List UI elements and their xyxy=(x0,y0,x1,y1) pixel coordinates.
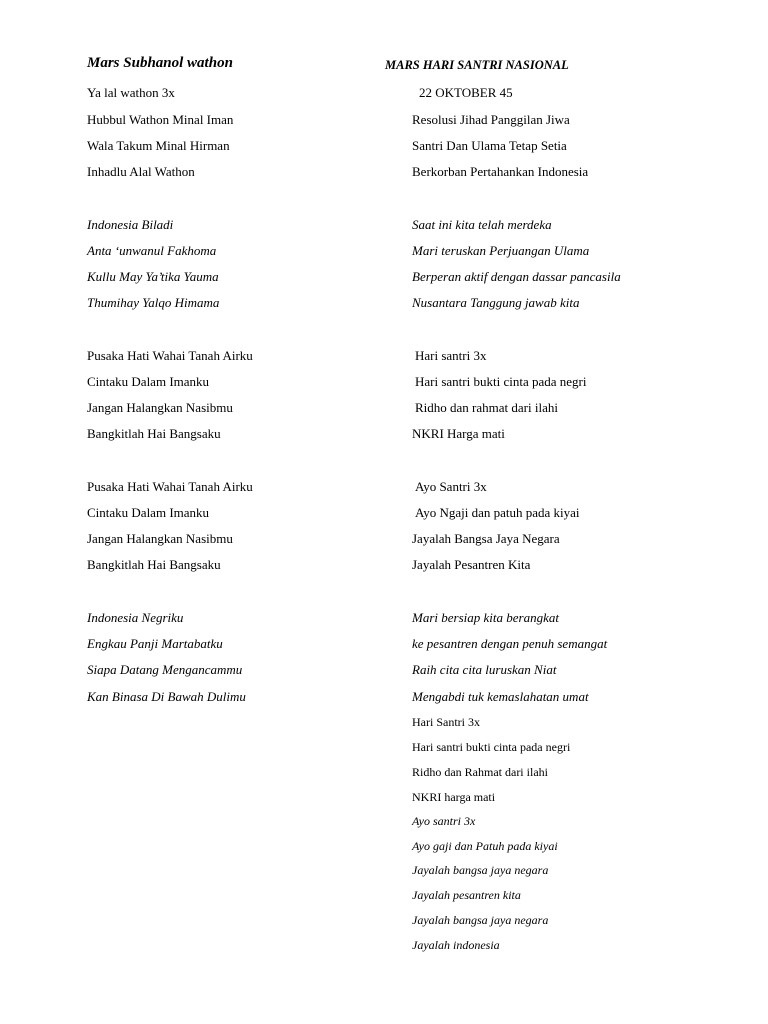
left-stanza-4-line-3: Jangan Halangkan Nasibmu xyxy=(87,531,233,546)
right-closing-line-7: Jayalah bangsa jaya negara xyxy=(412,863,549,877)
right-stanza-3-line-4: NKRI Harga mati xyxy=(412,426,505,441)
left-stanza-5-line-2: Engkau Panji Martabatku xyxy=(87,636,223,651)
right-stanza-2-line-1: Saat ini kita telah merdeka xyxy=(412,217,552,232)
right-stanza-1-line-4: Berkorban Pertahankan Indonesia xyxy=(412,164,589,179)
right-title: MARS HARI SANTRI NASIONAL xyxy=(385,58,569,72)
left-title: Mars Subhanol wathon xyxy=(87,55,233,71)
right-stanza-4-line-4: Jayalah Pesantren Kita xyxy=(412,557,531,572)
right-stanza-5-line-2: ke pesantren dengan penuh semangat xyxy=(412,636,608,651)
right-closing-line-6: Ayo gaji dan Patuh pada kiyai xyxy=(412,839,558,853)
right-closing-line-2: Hari santri bukti cinta pada negri xyxy=(412,740,571,754)
left-stanza-4-line-2: Cintaku Dalam Imanku xyxy=(87,505,210,520)
right-closing-line-4: NKRI harga mati xyxy=(412,790,496,804)
right-stanza-3-line-2: Hari santri bukti cinta pada negri xyxy=(415,374,587,389)
left-stanza-1-line-4: Inhadlu Alal Wathon xyxy=(87,164,195,179)
left-stanza-4-line-4: Bangkitlah Hai Bangsaku xyxy=(87,557,221,572)
right-stanza-4-line-1: Ayo Santri 3x xyxy=(415,479,487,494)
left-stanza-3-line-1: Pusaka Hati Wahai Tanah Airku xyxy=(87,348,253,363)
left-stanza-2-line-3: Kullu May Ya’tika Yauma xyxy=(87,269,219,284)
left-stanza-5-line-3: Siapa Datang Mengancammu xyxy=(87,662,243,677)
left-stanza-3-line-2: Cintaku Dalam Imanku xyxy=(87,374,210,389)
right-closing-line-8: Jayalah pesantren kita xyxy=(412,888,521,902)
right-closing-line-1: Hari Santri 3x xyxy=(412,715,480,729)
right-stanza-1-line-3: Santri Dan Ulama Tetap Setia xyxy=(412,138,567,153)
left-stanza-1-line-3: Wala Takum Minal Hirman xyxy=(87,138,230,153)
right-stanza-4-line-3: Jayalah Bangsa Jaya Negara xyxy=(412,531,560,546)
right-closing-line-10: Jayalah indonesia xyxy=(412,938,500,952)
right-stanza-1-line-2: Resolusi Jihad Panggilan Jiwa xyxy=(412,112,570,127)
left-stanza-4-line-1: Pusaka Hati Wahai Tanah Airku xyxy=(87,479,253,494)
right-stanza-5-line-3: Raih cita cita luruskan Niat xyxy=(412,662,557,677)
right-stanza-5-line-1: Mari bersiap kita berangkat xyxy=(412,610,559,625)
right-stanza-2-line-4: Nusantara Tanggung jawab kita xyxy=(412,295,580,310)
right-stanza-3-line-1: Hari santri 3x xyxy=(415,348,487,363)
left-stanza-1-line-1: Ya lal wathon 3x xyxy=(87,85,175,100)
left-stanza-2-line-1: Indonesia Biladi xyxy=(87,217,174,232)
right-stanza-2-line-2: Mari teruskan Perjuangan Ulama xyxy=(412,243,590,258)
right-closing-line-5: Ayo santri 3x xyxy=(412,814,476,828)
left-stanza-3-line-3: Jangan Halangkan Nasibmu xyxy=(87,400,233,415)
left-stanza-5-line-1: Indonesia Negriku xyxy=(87,610,184,625)
right-closing-line-3: Ridho dan Rahmat dari ilahi xyxy=(412,765,548,779)
right-stanza-4-line-2: Ayo Ngaji dan patuh pada kiyai xyxy=(415,505,580,520)
left-stanza-1-line-2: Hubbul Wathon Minal Iman xyxy=(87,112,234,127)
right-stanza-5-line-4: Mengabdi tuk kemaslahatan umat xyxy=(412,689,589,704)
right-stanza-2-line-3: Berperan aktif dengan dassar pancasila xyxy=(412,269,621,284)
right-stanza-3-line-3: Ridho dan rahmat dari ilahi xyxy=(415,400,558,415)
left-stanza-5-line-4: Kan Binasa Di Bawah Dulimu xyxy=(87,689,246,704)
left-stanza-3-line-4: Bangkitlah Hai Bangsaku xyxy=(87,426,221,441)
right-closing-line-9: Jayalah bangsa jaya negara xyxy=(412,913,549,927)
right-stanza-1-line-1: 22 OKTOBER 45 xyxy=(419,85,513,100)
left-stanza-2-line-4: Thumihay Yalqo Himama xyxy=(87,295,220,310)
left-stanza-2-line-2: Anta ‘unwanul Fakhoma xyxy=(87,243,217,258)
